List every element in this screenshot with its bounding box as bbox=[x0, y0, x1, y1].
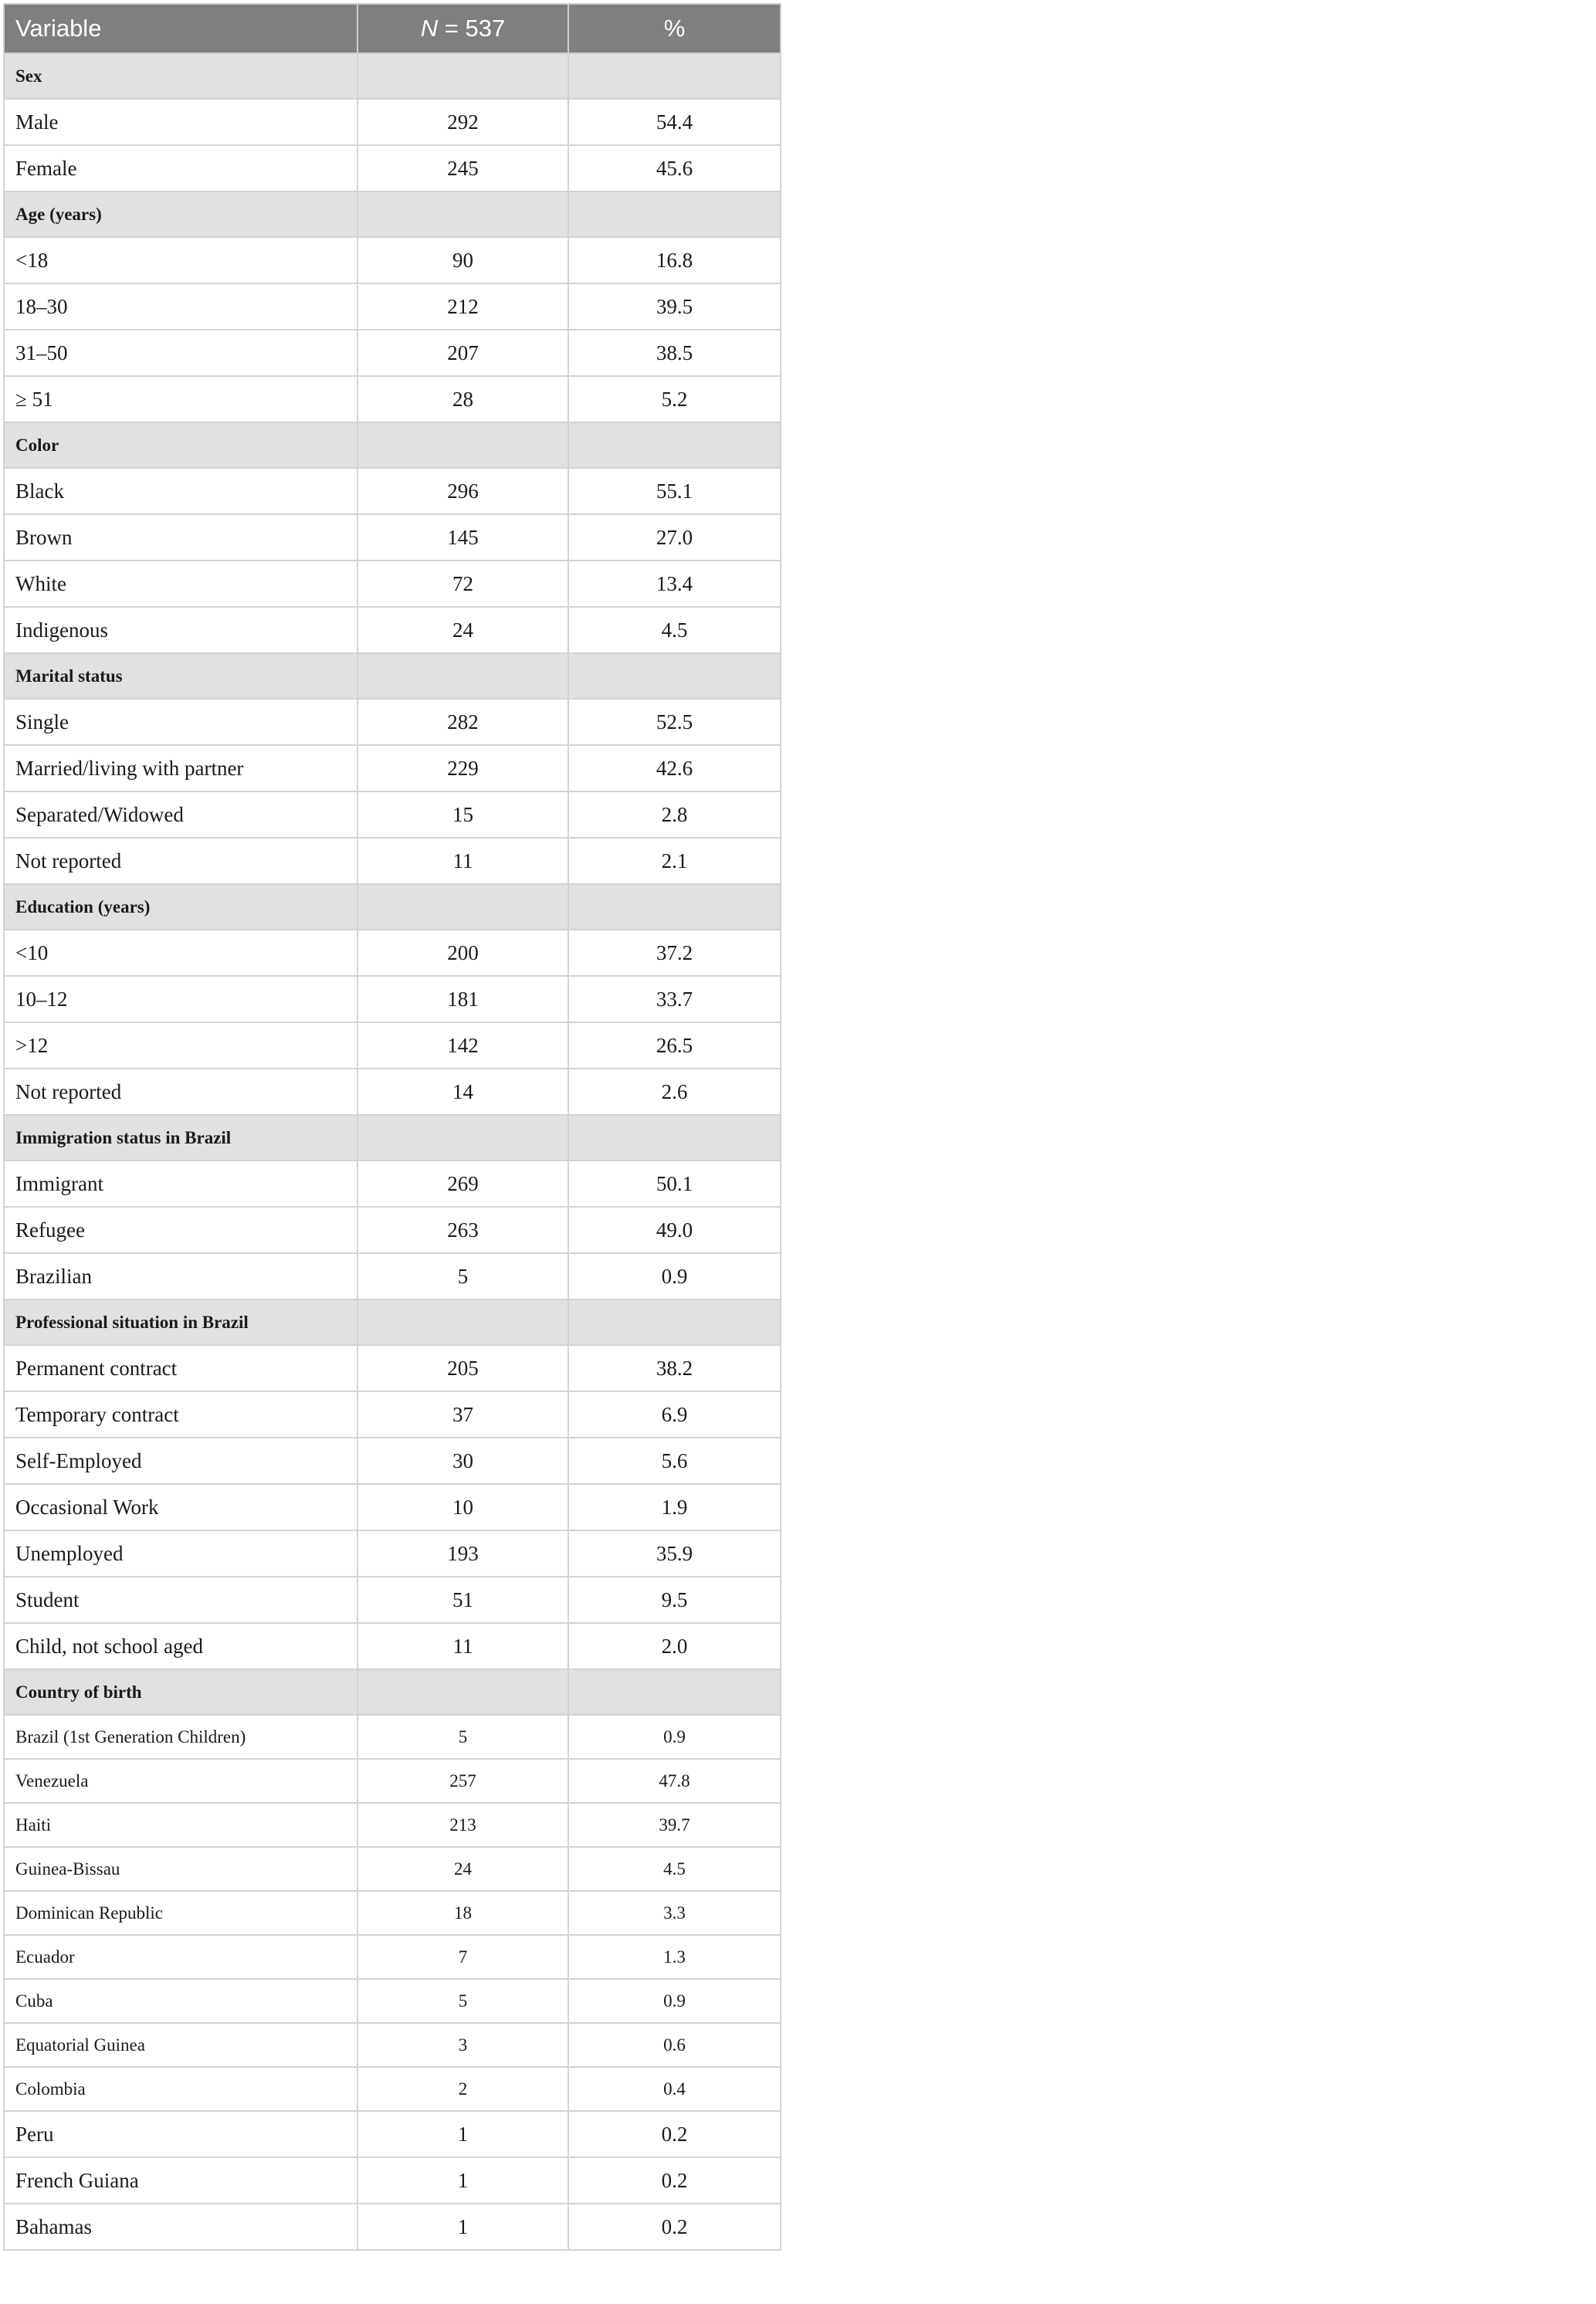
row-percent: 4.5 bbox=[568, 607, 781, 653]
table-row bbox=[4, 745, 781, 791]
row-count: 1 bbox=[357, 2157, 568, 2204]
table-row bbox=[4, 514, 781, 561]
table-row bbox=[4, 1530, 781, 1577]
section-empty-cell bbox=[568, 653, 781, 699]
table-row bbox=[4, 2204, 781, 2250]
row-count: 30 bbox=[357, 1438, 568, 1484]
table-row bbox=[4, 283, 781, 330]
row-count: 90 bbox=[357, 237, 568, 283]
row-percent: 6.9 bbox=[568, 1391, 781, 1438]
row-label: 10–12 bbox=[4, 976, 357, 1022]
row-count: 5 bbox=[357, 1715, 568, 1759]
table-row bbox=[4, 1022, 781, 1069]
section-header-row bbox=[4, 53, 781, 99]
row-percent: 16.8 bbox=[568, 237, 781, 283]
table-row bbox=[4, 561, 781, 607]
table-row bbox=[4, 607, 781, 653]
table-row bbox=[4, 838, 781, 884]
section-empty-cell bbox=[568, 884, 781, 930]
section-empty-cell bbox=[568, 1299, 781, 1345]
row-count: 72 bbox=[357, 561, 568, 607]
row-count: 269 bbox=[357, 1160, 568, 1207]
row-label: Separated/Widowed bbox=[4, 791, 357, 838]
row-percent: 27.0 bbox=[568, 514, 781, 561]
row-count: 11 bbox=[357, 838, 568, 884]
row-count: 207 bbox=[357, 330, 568, 376]
row-count: 1 bbox=[357, 2111, 568, 2157]
row-label: Permanent contract bbox=[4, 1345, 357, 1391]
table-row bbox=[4, 2111, 781, 2157]
section-header-row bbox=[4, 191, 781, 237]
row-percent: 38.2 bbox=[568, 1345, 781, 1391]
row-count: 213 bbox=[357, 1803, 568, 1847]
row-percent: 39.5 bbox=[568, 283, 781, 330]
row-percent: 0.2 bbox=[568, 2204, 781, 2250]
row-count: 24 bbox=[357, 607, 568, 653]
row-count: 257 bbox=[357, 1759, 568, 1803]
row-count: 1 bbox=[357, 2204, 568, 2250]
section-title: Marital status bbox=[4, 653, 357, 699]
row-label: Black bbox=[4, 468, 357, 514]
row-count: 24 bbox=[357, 1847, 568, 1891]
section-empty-cell bbox=[357, 53, 568, 99]
table-body bbox=[4, 53, 781, 2250]
row-count: 229 bbox=[357, 745, 568, 791]
row-count: 142 bbox=[357, 1022, 568, 1069]
table-row bbox=[4, 1979, 781, 2023]
row-count: 193 bbox=[357, 1530, 568, 1577]
row-count: 200 bbox=[357, 930, 568, 976]
section-empty-cell bbox=[357, 1115, 568, 1160]
section-header-row bbox=[4, 653, 781, 699]
table-row bbox=[4, 99, 781, 145]
row-count: 37 bbox=[357, 1391, 568, 1438]
section-title: Country of birth bbox=[4, 1669, 357, 1715]
table-row bbox=[4, 1253, 781, 1299]
demographics-table bbox=[3, 3, 781, 2251]
row-percent: 42.6 bbox=[568, 745, 781, 791]
header-n bbox=[357, 4, 568, 53]
section-empty-cell bbox=[357, 653, 568, 699]
table-row bbox=[4, 976, 781, 1022]
row-percent: 9.5 bbox=[568, 1577, 781, 1623]
section-header-row bbox=[4, 422, 781, 468]
row-percent: 0.9 bbox=[568, 1979, 781, 2023]
row-label: <10 bbox=[4, 930, 357, 976]
row-count: 5 bbox=[357, 1979, 568, 2023]
row-count: 292 bbox=[357, 99, 568, 145]
table-row bbox=[4, 2023, 781, 2067]
section-empty-cell bbox=[568, 53, 781, 99]
table-row bbox=[4, 1345, 781, 1391]
row-percent: 0.2 bbox=[568, 2157, 781, 2204]
section-empty-cell bbox=[357, 1669, 568, 1715]
row-label: Married/living with partner bbox=[4, 745, 357, 791]
row-percent: 50.1 bbox=[568, 1160, 781, 1207]
table-header bbox=[4, 4, 781, 53]
section-empty-cell bbox=[357, 191, 568, 237]
row-label: <18 bbox=[4, 237, 357, 283]
row-percent: 0.6 bbox=[568, 2023, 781, 2067]
row-label: Self-Employed bbox=[4, 1438, 357, 1484]
row-count: 212 bbox=[357, 283, 568, 330]
row-percent: 2.6 bbox=[568, 1069, 781, 1115]
row-percent: 49.0 bbox=[568, 1207, 781, 1253]
row-label: >12 bbox=[4, 1022, 357, 1069]
row-count: 7 bbox=[357, 1935, 568, 1979]
row-label: Temporary contract bbox=[4, 1391, 357, 1438]
header-n-value: = 537 bbox=[444, 15, 506, 42]
row-count: 11 bbox=[357, 1623, 568, 1669]
row-percent: 1.3 bbox=[568, 1935, 781, 1979]
row-label: Not reported bbox=[4, 838, 357, 884]
section-title: Professional situation in Brazil bbox=[4, 1299, 357, 1345]
section-empty-cell bbox=[568, 1669, 781, 1715]
row-label: Colombia bbox=[4, 2067, 357, 2111]
row-label: Bahamas bbox=[4, 2204, 357, 2250]
row-percent: 4.5 bbox=[568, 1847, 781, 1891]
row-percent: 5.2 bbox=[568, 376, 781, 422]
section-header-row bbox=[4, 884, 781, 930]
row-label: Student bbox=[4, 1577, 357, 1623]
section-empty-cell bbox=[568, 1115, 781, 1160]
row-percent: 37.2 bbox=[568, 930, 781, 976]
header-row bbox=[4, 4, 781, 53]
row-percent: 0.9 bbox=[568, 1715, 781, 1759]
row-percent: 38.5 bbox=[568, 330, 781, 376]
section-title: Age (years) bbox=[4, 191, 357, 237]
row-percent: 33.7 bbox=[568, 976, 781, 1022]
table-row bbox=[4, 145, 781, 191]
row-percent: 2.1 bbox=[568, 838, 781, 884]
table-row bbox=[4, 930, 781, 976]
row-percent: 2.8 bbox=[568, 791, 781, 838]
row-percent: 35.9 bbox=[568, 1530, 781, 1577]
table-row bbox=[4, 1623, 781, 1669]
row-count: 205 bbox=[357, 1345, 568, 1391]
row-percent: 0.9 bbox=[568, 1253, 781, 1299]
section-title: Sex bbox=[4, 53, 357, 99]
row-label: Unemployed bbox=[4, 1530, 357, 1577]
row-label: Dominican Republic bbox=[4, 1891, 357, 1935]
row-count: 3 bbox=[357, 2023, 568, 2067]
row-percent: 0.2 bbox=[568, 2111, 781, 2157]
table-row bbox=[4, 791, 781, 838]
row-label: 31–50 bbox=[4, 330, 357, 376]
row-label: Guinea-Bissau bbox=[4, 1847, 357, 1891]
section-empty-cell bbox=[568, 191, 781, 237]
row-label: Brazil (1st Generation Children) bbox=[4, 1715, 357, 1759]
row-label: Venezuela bbox=[4, 1759, 357, 1803]
section-empty-cell bbox=[357, 884, 568, 930]
row-percent: 1.9 bbox=[568, 1484, 781, 1530]
table-row bbox=[4, 1438, 781, 1484]
section-empty-cell bbox=[568, 422, 781, 468]
row-label: Ecuador bbox=[4, 1935, 357, 1979]
row-label: Single bbox=[4, 699, 357, 745]
table-row bbox=[4, 1847, 781, 1891]
row-label: 18–30 bbox=[4, 283, 357, 330]
row-label: Occasional Work bbox=[4, 1484, 357, 1530]
table-row bbox=[4, 699, 781, 745]
table-row bbox=[4, 1759, 781, 1803]
table-row bbox=[4, 237, 781, 283]
row-percent: 54.4 bbox=[568, 99, 781, 145]
table-row bbox=[4, 2157, 781, 2204]
row-count: 245 bbox=[357, 145, 568, 191]
section-title: Immigration status in Brazil bbox=[4, 1115, 357, 1160]
row-percent: 55.1 bbox=[568, 468, 781, 514]
row-label: Immigrant bbox=[4, 1160, 357, 1207]
row-percent: 26.5 bbox=[568, 1022, 781, 1069]
row-percent: 2.0 bbox=[568, 1623, 781, 1669]
row-label: Refugee bbox=[4, 1207, 357, 1253]
row-count: 145 bbox=[357, 514, 568, 561]
row-count: 282 bbox=[357, 699, 568, 745]
table-row bbox=[4, 1715, 781, 1759]
row-percent: 3.3 bbox=[568, 1891, 781, 1935]
section-title: Education (years) bbox=[4, 884, 357, 930]
table-row bbox=[4, 376, 781, 422]
table-row bbox=[4, 1207, 781, 1253]
row-percent: 39.7 bbox=[568, 1803, 781, 1847]
row-label: Not reported bbox=[4, 1069, 357, 1115]
row-label: Male bbox=[4, 99, 357, 145]
row-label: Cuba bbox=[4, 1979, 357, 2023]
row-label: Equatorial Guinea bbox=[4, 2023, 357, 2067]
header-variable: Variable bbox=[4, 4, 357, 53]
section-empty-cell bbox=[357, 422, 568, 468]
row-count: 263 bbox=[357, 1207, 568, 1253]
row-count: 5 bbox=[357, 1253, 568, 1299]
row-percent: 47.8 bbox=[568, 1759, 781, 1803]
table-row bbox=[4, 1935, 781, 1979]
row-count: 51 bbox=[357, 1577, 568, 1623]
table-row bbox=[4, 1577, 781, 1623]
row-count: 2 bbox=[357, 2067, 568, 2111]
section-header-row bbox=[4, 1299, 781, 1345]
row-percent: 45.6 bbox=[568, 145, 781, 191]
row-label: ≥ 51 bbox=[4, 376, 357, 422]
header-n-italic: N bbox=[420, 15, 439, 42]
table-row bbox=[4, 468, 781, 514]
row-label: Brown bbox=[4, 514, 357, 561]
row-count: 28 bbox=[357, 376, 568, 422]
table-row bbox=[4, 1891, 781, 1935]
row-percent: 13.4 bbox=[568, 561, 781, 607]
table-row bbox=[4, 1160, 781, 1207]
row-label: French Guiana bbox=[4, 2157, 357, 2204]
section-header-row bbox=[4, 1669, 781, 1715]
row-count: 296 bbox=[357, 468, 568, 514]
table-row bbox=[4, 1484, 781, 1530]
row-label: Indigenous bbox=[4, 607, 357, 653]
header-percent: % bbox=[568, 4, 781, 53]
row-label: White bbox=[4, 561, 357, 607]
row-label: Child, not school aged bbox=[4, 1623, 357, 1669]
row-count: 10 bbox=[357, 1484, 568, 1530]
row-count: 15 bbox=[357, 791, 568, 838]
section-header-row bbox=[4, 1115, 781, 1160]
row-percent: 0.4 bbox=[568, 2067, 781, 2111]
row-percent: 5.6 bbox=[568, 1438, 781, 1484]
row-label: Female bbox=[4, 145, 357, 191]
row-percent: 52.5 bbox=[568, 699, 781, 745]
row-label: Brazilian bbox=[4, 1253, 357, 1299]
row-label: Haiti bbox=[4, 1803, 357, 1847]
table-row bbox=[4, 1069, 781, 1115]
row-count: 181 bbox=[357, 976, 568, 1022]
row-count: 18 bbox=[357, 1891, 568, 1935]
row-label: Peru bbox=[4, 2111, 357, 2157]
table-row bbox=[4, 2067, 781, 2111]
table-row bbox=[4, 1391, 781, 1438]
section-empty-cell bbox=[357, 1299, 568, 1345]
section-title: Color bbox=[4, 422, 357, 468]
table-row bbox=[4, 330, 781, 376]
row-count: 14 bbox=[357, 1069, 568, 1115]
table-row bbox=[4, 1803, 781, 1847]
